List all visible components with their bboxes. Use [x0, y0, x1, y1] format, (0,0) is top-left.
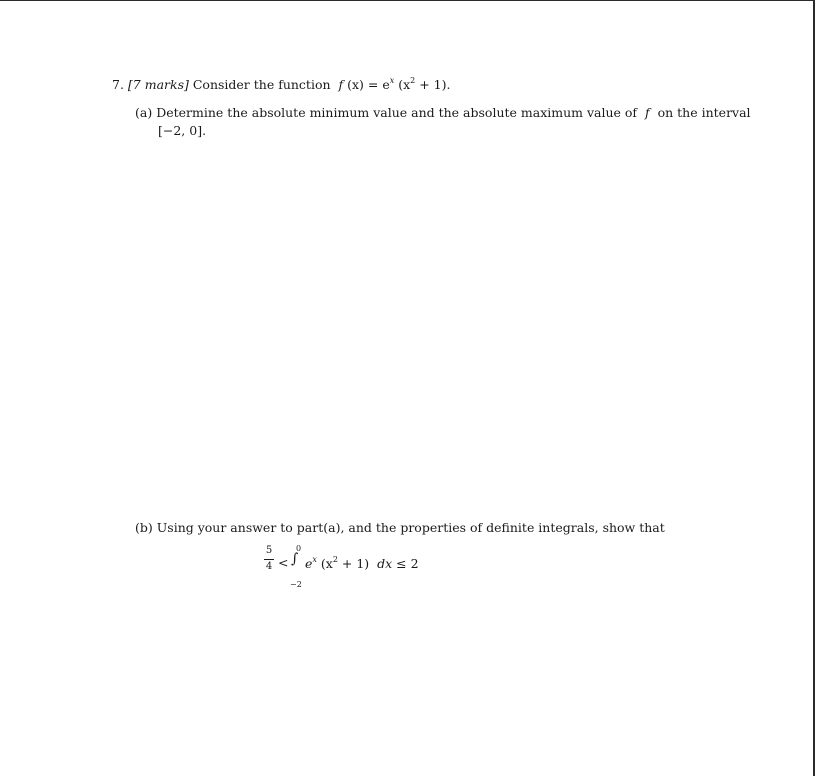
part-b-label: (b): [135, 520, 153, 535]
part-b-line: [135, 522, 665, 535]
inequality-rhs: ≤ 2: [396, 556, 419, 571]
fraction-five-fourths: [263, 546, 275, 572]
part-a-var: f: [645, 105, 650, 120]
question-marks: [7 marks]: [127, 77, 189, 92]
integral-lower-limit: −2: [290, 580, 302, 589]
function-tail: + 1).: [415, 77, 451, 92]
integrand-close: + 1): [337, 556, 370, 571]
function-name: f: [338, 77, 344, 92]
less-than-sign: <: [278, 555, 289, 570]
integrand: [305, 555, 419, 571]
part-a-label: (a): [135, 105, 153, 120]
function-rest: (x: [394, 77, 411, 92]
integrand-dx: dx: [377, 556, 393, 571]
integrand-exp: x: [312, 555, 317, 564]
fraction-bar: [264, 559, 274, 560]
part-a-line: [135, 107, 751, 120]
part-a-interval: [−2, 0].: [158, 123, 207, 138]
part-a-text: Determine the absolute minimum value and the absolute maximum value of: [156, 105, 638, 120]
integrand-open: (x: [316, 556, 333, 571]
part-a-text-end: on the interval: [657, 105, 751, 120]
function-square: 2: [410, 76, 416, 85]
integral-upper-limit: 0: [296, 544, 302, 553]
function-arg: (x) = e: [343, 77, 390, 92]
part-b-text: Using your answer to part(a), and the properties of definite integrals, show that: [156, 520, 665, 535]
question-number: 7.: [112, 77, 124, 92]
integrand-square: 2: [332, 555, 338, 564]
fraction-denominator: 4: [265, 561, 273, 572]
integrand-e: e: [305, 556, 313, 571]
question-intro: Consider the function: [192, 77, 331, 92]
fraction-numerator: 5: [265, 545, 273, 556]
question-heading: [112, 77, 450, 92]
function-exp: x: [389, 76, 395, 85]
integral-sign: ∫: [291, 551, 299, 567]
